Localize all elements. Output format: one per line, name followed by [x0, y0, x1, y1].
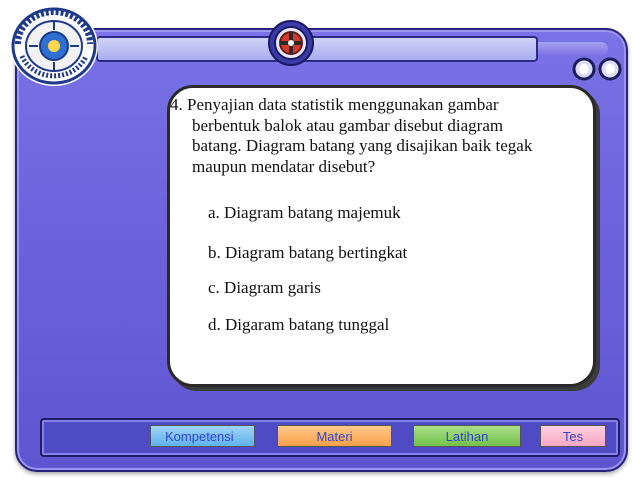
- circle-icon[interactable]: [574, 59, 594, 79]
- window-buttons: [572, 57, 624, 81]
- answer-option-d[interactable]: d. Digaram batang tunggal: [208, 315, 390, 334]
- answer-option-b[interactable]: b. Diagram batang bertingkat: [208, 243, 408, 262]
- nav-kompetensi-button[interactable]: Kompetensi: [150, 425, 255, 447]
- question-line: batang. Diagram batang yang disajikan baik tegak: [192, 136, 533, 155]
- question-line: maupun mendatar disebut?: [192, 156, 376, 176]
- question-line: 4. Penyajian data statistik menggunakan gambar: [170, 95, 499, 114]
- question-text: [170, 95, 594, 177]
- nav-materi-button[interactable]: Materi: [277, 425, 392, 447]
- question-line: berbentuk balok atau gambar disebut diagram: [192, 115, 504, 135]
- title-bar: [96, 36, 538, 62]
- nav-tes-button[interactable]: Tes: [540, 425, 606, 447]
- answer-option-c[interactable]: c. Diagram garis: [208, 278, 321, 297]
- answer-option-a[interactable]: a. Diagram batang majemuk: [208, 203, 401, 222]
- target-icon[interactable]: [268, 20, 314, 66]
- nav-latihan-button[interactable]: Latihan: [413, 425, 521, 447]
- circle-icon[interactable]: [600, 59, 620, 79]
- university-logo: [6, 4, 102, 88]
